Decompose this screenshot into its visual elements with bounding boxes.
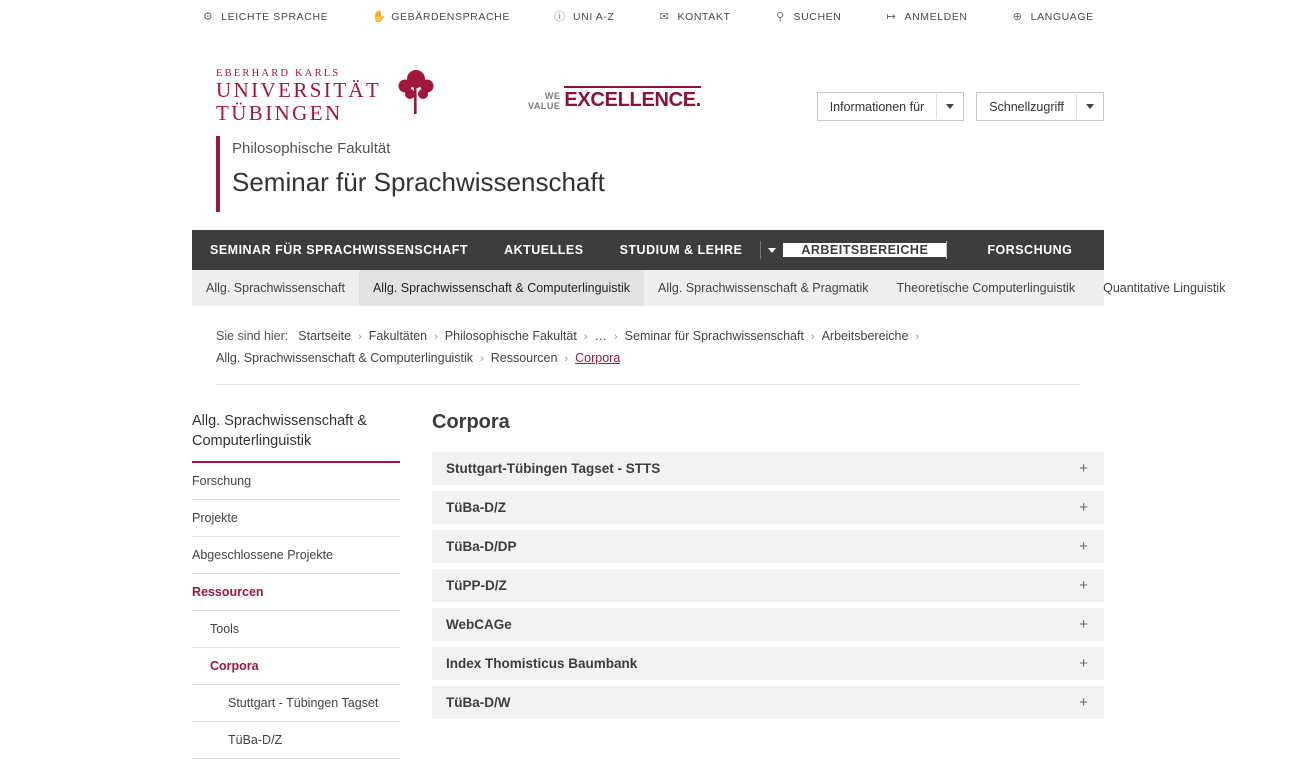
site-title: Seminar für Sprachwissenschaft bbox=[232, 167, 605, 197]
main-content bbox=[416, 411, 1104, 759]
accordion-title: TüBa-D/W bbox=[446, 695, 511, 710]
accordion-title: TüBa-D/DP bbox=[446, 539, 517, 554]
accordion-item-tueba-ddp[interactable] bbox=[432, 530, 1104, 564]
sidebar-item-label: Ressourcen bbox=[192, 585, 264, 599]
nav-item-arbeitsbereiche-group bbox=[783, 230, 969, 270]
breadcrumb-separator-icon: › bbox=[480, 353, 484, 365]
logo-line-1: EBERHARD KARLS bbox=[216, 68, 341, 79]
info-icon: ⓘ bbox=[554, 11, 566, 23]
sub-navigation bbox=[192, 270, 1226, 306]
subnav-label: Theoretische Computerlinguistik bbox=[896, 281, 1076, 295]
logo-line-2: UNIVERSITÄT bbox=[216, 78, 382, 103]
sidebar-item-label: Stuttgart - Tübingen Tagset bbox=[228, 696, 379, 710]
subnav-label: Allg. Sprachwissenschaft & Pragmatik bbox=[658, 281, 869, 295]
accordion-title: Index Thomisticus Baumbank bbox=[446, 656, 638, 671]
nav-item-arbeitsbereiche[interactable] bbox=[783, 243, 946, 257]
accordion-item-index-thomisticus-baumbank[interactable] bbox=[432, 647, 1104, 681]
hand-sign-icon: ✋ bbox=[372, 11, 387, 23]
accordion-item-webcage[interactable] bbox=[432, 608, 1104, 642]
breadcrumb-item-ellipsis[interactable]: … bbox=[594, 329, 607, 343]
meta-item-label: SUCHEN bbox=[793, 11, 842, 23]
sidebar-item-label: Corpora bbox=[210, 659, 259, 673]
meta-item-leichte-sprache[interactable] bbox=[202, 11, 328, 23]
nav-label: SEMINAR FÜR SPRACHWISSENSCHAFT bbox=[210, 243, 469, 257]
search-icon: ⚲ bbox=[776, 11, 785, 23]
nav-item-forschung[interactable] bbox=[969, 230, 1090, 270]
logo-wordmark bbox=[216, 68, 381, 125]
accordion-item-tueba-dz[interactable] bbox=[432, 491, 1104, 525]
sidebar-item-stuttgart-tuebingen-tagset[interactable] bbox=[192, 685, 400, 722]
page-title: Corpora bbox=[432, 411, 510, 433]
nav-label: FORSCHUNG bbox=[987, 243, 1073, 257]
excellence-we: WE bbox=[544, 91, 561, 101]
login-icon: ↦ bbox=[886, 11, 897, 23]
accordion-title: TüBa-D/Z bbox=[446, 500, 506, 515]
nav-label: ARBEITSBEREICHE bbox=[801, 243, 929, 257]
accordion-item-tuepp-dz[interactable] bbox=[432, 569, 1104, 603]
breadcrumb-separator-icon: › bbox=[564, 353, 569, 365]
accordion-title: WebCAGe bbox=[446, 617, 512, 632]
breadcrumb bbox=[216, 306, 1080, 385]
sidebar-item-label: Abgeschlossene Projekte bbox=[192, 548, 334, 562]
gear-icon: ⚙ bbox=[202, 11, 214, 23]
nav-item-studium-lehre-group bbox=[602, 230, 784, 270]
nav-item-aktuelles[interactable] bbox=[486, 230, 602, 270]
plus-icon[interactable]: + bbox=[1079, 694, 1088, 711]
informationen-fuer-dropdown[interactable] bbox=[817, 92, 965, 121]
breadcrumb-item-arbeitsbereiche[interactable]: Arbeitsbereiche bbox=[821, 329, 909, 343]
breadcrumb-item-ressourcen[interactable]: Ressourcen bbox=[490, 351, 558, 365]
university-logo[interactable] bbox=[216, 68, 437, 125]
breadcrumb-item-philosophische-fakultaet[interactable]: Philosophische Fakultät bbox=[444, 329, 577, 343]
sidebar-item-tueba-dz[interactable] bbox=[192, 722, 400, 759]
accordion-item-tueba-dw[interactable] bbox=[432, 686, 1104, 720]
subnav-label: Allg. Sprachwissenschaft & Computerlinguistik bbox=[372, 281, 631, 295]
content-area bbox=[192, 385, 1104, 759]
meta-item-language[interactable] bbox=[1012, 11, 1094, 23]
nav-label: AKTUELLES bbox=[504, 243, 584, 257]
chevron-down-icon bbox=[1076, 94, 1103, 119]
schnellzugriff-dropdown[interactable] bbox=[976, 92, 1104, 121]
subnav-label: Quantitative Linguistik bbox=[1103, 281, 1226, 295]
plus-icon[interactable]: + bbox=[1079, 538, 1088, 555]
subnav-item-allg-sprachwissenschaft-computerlinguistik[interactable] bbox=[359, 270, 644, 306]
sidebar-item-tools[interactable] bbox=[192, 611, 400, 648]
breadcrumb-item-allg-sprachwissenschaft-computerlinguistik[interactable]: Allg. Sprachwissenschaft & Computerlinguistik bbox=[216, 351, 474, 365]
subnav-item-allg-sprachwissenschaft-pragmatik[interactable] bbox=[644, 270, 883, 306]
chevron-down-icon bbox=[936, 94, 963, 119]
breadcrumb-separator-icon: › bbox=[583, 331, 588, 343]
plus-icon[interactable]: + bbox=[1079, 460, 1088, 477]
meta-item-label: GEBÄRDENSPRACHE bbox=[391, 11, 510, 23]
globe-icon: ⊕ bbox=[1012, 11, 1023, 23]
breadcrumb-item-startseite[interactable]: Startseite bbox=[298, 329, 352, 343]
excellence-small-text bbox=[528, 92, 560, 111]
breadcrumb-separator-icon: › bbox=[434, 331, 438, 343]
subnav-item-theoretische-computerlinguistik[interactable] bbox=[883, 270, 1090, 306]
sidebar-item-label: Projekte bbox=[192, 511, 238, 525]
logo-line-3: TÜBINGEN bbox=[216, 101, 343, 125]
mail-icon: ✉ bbox=[659, 11, 670, 23]
breadcrumb-separator-icon: › bbox=[358, 331, 362, 343]
breadcrumb-item-seminar[interactable]: Seminar für Sprachwissenschaft bbox=[624, 329, 804, 343]
meta-item-kontakt[interactable] bbox=[659, 11, 731, 23]
nav-chevron-down-icon-studium[interactable] bbox=[761, 248, 783, 253]
meta-item-label: KONTAKT bbox=[677, 11, 731, 23]
subnav-item-allg-sprachwissenschaft[interactable] bbox=[192, 270, 359, 306]
meta-bar bbox=[0, 0, 1296, 30]
sidebar-item-label: Tools bbox=[210, 622, 240, 636]
excellence-logo bbox=[528, 86, 701, 111]
schnellzugriff-label: Schnellzugriff bbox=[989, 99, 1064, 114]
meta-item-suchen[interactable] bbox=[775, 11, 842, 23]
meta-item-label: UNI A-Z bbox=[572, 11, 615, 23]
breadcrumb-separator-icon: › bbox=[915, 331, 920, 343]
accordion-title: Stuttgart-Tübingen Tagset - STTS bbox=[446, 461, 661, 476]
meta-item-gebaerdensprache[interactable] bbox=[372, 11, 510, 23]
sidebar-title: Allg. Sprachwissenschaft & Computerlinguistik bbox=[192, 411, 400, 463]
meta-item-label: LANGUAGE bbox=[1030, 11, 1094, 23]
sidebar-item-ressourcen[interactable] bbox=[192, 574, 400, 611]
excellence-big-text: EXCELLENCE. bbox=[564, 86, 701, 111]
breadcrumb-label: Sie sind hier: bbox=[216, 329, 289, 343]
meta-item-label: ANMELDEN bbox=[904, 11, 968, 23]
sidebar-item-abgeschlossene-projekte[interactable] bbox=[192, 537, 400, 574]
meta-item-uni-a-z[interactable] bbox=[554, 11, 615, 23]
subnav-label: Allg. Sprachwissenschaft bbox=[206, 281, 345, 295]
sidebar-item-forschung[interactable] bbox=[192, 463, 400, 500]
nav-label: STUDIUM & LEHRE bbox=[619, 243, 743, 257]
meta-item-anmelden[interactable] bbox=[885, 11, 967, 23]
nav-item-seminar[interactable] bbox=[192, 230, 486, 270]
breadcrumb-item-corpora[interactable]: Corpora bbox=[575, 351, 621, 365]
header-buttons bbox=[817, 92, 1104, 121]
breadcrumb-separator-icon: › bbox=[614, 331, 618, 343]
excellence-value: VALUE bbox=[528, 100, 561, 111]
sidebar-item-label: Forschung bbox=[192, 474, 252, 488]
nav-chevron-down-icon-arbeitsbereiche[interactable] bbox=[947, 248, 969, 253]
plus-icon[interactable]: + bbox=[1079, 499, 1088, 516]
breadcrumb-separator-icon: › bbox=[810, 331, 815, 343]
nav-item-kontakt[interactable] bbox=[1090, 230, 1190, 270]
accordion-item-stts[interactable] bbox=[432, 452, 1104, 486]
page-title-block bbox=[216, 136, 1296, 212]
main-navigation bbox=[192, 230, 1173, 270]
plus-icon[interactable]: + bbox=[1079, 616, 1088, 633]
sidebar-item-projekte[interactable] bbox=[192, 500, 400, 537]
meta-item-label: LEICHTE SPRACHE bbox=[221, 11, 329, 23]
plus-icon[interactable]: + bbox=[1079, 577, 1088, 594]
university-crest-icon bbox=[395, 66, 437, 119]
nav-label: KONTAKT bbox=[1108, 243, 1173, 257]
plus-icon[interactable]: + bbox=[1079, 655, 1088, 672]
sidebar bbox=[192, 411, 416, 759]
nav-item-studium-lehre[interactable] bbox=[602, 243, 761, 257]
sidebar-item-corpora[interactable] bbox=[192, 648, 400, 685]
sidebar-item-label: TüBa-D/Z bbox=[228, 733, 283, 747]
informationen-fuer-label: Informationen für bbox=[829, 99, 925, 114]
accordion-title: TüPP-D/Z bbox=[446, 578, 507, 593]
faculty-name: Philosophische Fakultät bbox=[232, 140, 391, 157]
subnav-item-quantitative-linguistik[interactable] bbox=[1089, 270, 1239, 306]
breadcrumb-item-fakultaeten[interactable]: Fakultäten bbox=[368, 329, 428, 343]
site-header bbox=[0, 30, 1296, 125]
